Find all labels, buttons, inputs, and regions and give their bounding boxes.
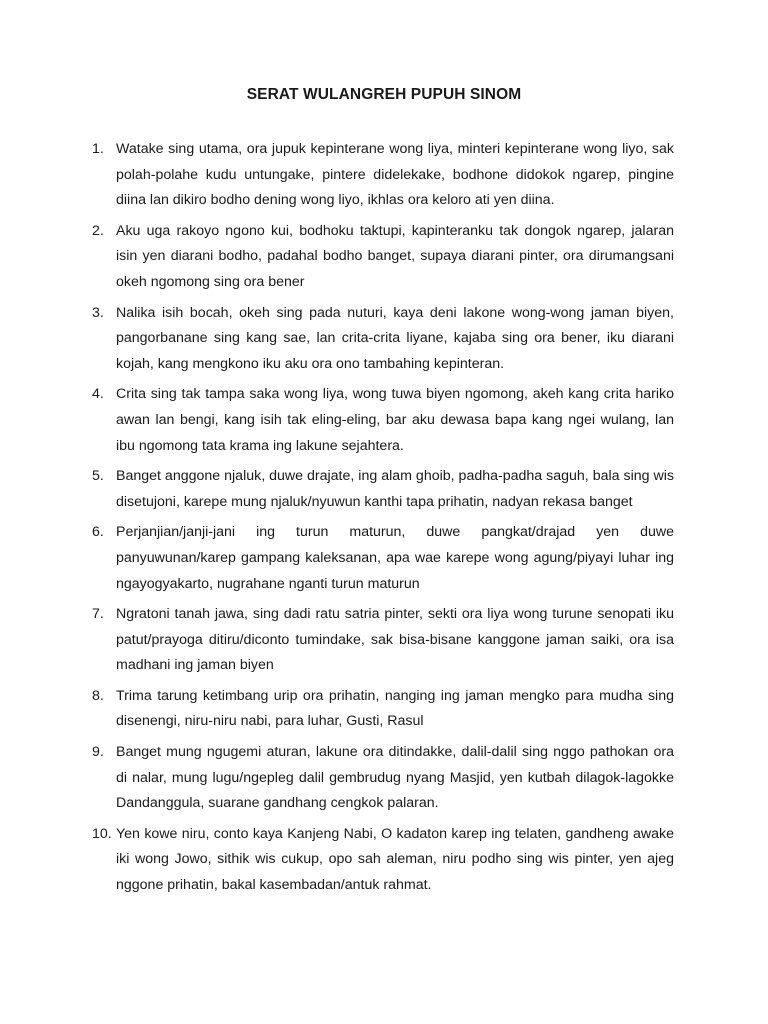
list-item: [92, 137, 674, 214]
list-item: [92, 684, 674, 735]
list-item-text: Ngratoni tanah jawa, sing dadi ratu satria pinter, sekti ora liya wong turune senopati iku patut/prayoga ditiru/diconto tumindake, sak bisa-bisane kanggone jaman saiki, ora isa madhani ing jaman biyen: [116, 606, 674, 674]
list-item: [92, 301, 674, 378]
list-item-number: 7.: [92, 606, 104, 623]
list-item-number: 10.: [92, 825, 112, 842]
numbered-list: [92, 137, 674, 904]
list-item-text: Banget anggone njaluk, duwe drajate, ing alam ghoib, padha-padha saguh, bala sing wis disetujoni, karepe mung njaluk/nyuwun kanthi tapa prihatin, nadyan rekasa banget: [116, 468, 674, 510]
list-item-number: 8.: [92, 687, 104, 704]
list-item-number: 3.: [92, 304, 104, 321]
list-item-text: Crita sing tak tampa saka wong liya, wong tuwa biyen ngomong, akeh kang crita hariko awan lan bengi, kang isih tak eling-eling, bar aku dewasa bapa kang ngei wulang, lan ibu ngomong tata krama ing lakune sejahtera.: [116, 386, 674, 454]
document-title: SERAT WULANGREH PUPUH SINOM: [246, 86, 522, 103]
list-item-text: Banget mung ngugemi aturan, lakune ora ditindakke, dalil-dalil sing nggo pathokan ora di nalar, mung lugu/ngepleg dalil gembrudug nyang Masjid, yen kutbah dilagok-lagokke Dandanggula, suarane gandhang cengkok palaran.: [116, 744, 674, 812]
list-item-text: Watake sing utama, ora jupuk kepinterane wong liya, minteri kepinterane wong liyo, sak polah-polahe kudu untungake, pintere didelekake, bodhone didokok ngarep, pingine diina lan dikiro bodho dening wong liyo, ikhlas ora keloro ati yen diina.: [116, 141, 674, 209]
list-item-number: 1.: [92, 141, 104, 157]
list-item-text: Trima tarung ketimbang urip ora prihatin, nanging ing jaman mengko para mudha sing disenengi, niru-niru nabi, para luhar, Gusti, Rasul: [116, 687, 674, 730]
list-item-number: 9.: [92, 744, 104, 761]
list-item: [92, 219, 674, 296]
list-item-text: Perjanjian/janji-jani ing turun maturun, duwe pangkat/drajad yen duwe panyuwunan/karep gampang kaleksanan, apa wae karepe wong agung/piyayi luhar ing ngayogyakarto, nugrahane nganti turun maturun: [116, 524, 674, 592]
list-item-number: 5.: [92, 468, 104, 485]
list-item-text: Nalika isih bocah, okeh sing pada nuturi, kaya deni lakone wong-wong jaman biyen, pangorbanane sing kang sae, lan crita-crita liyane, kajaba sing ora bener, iku diarani kojah, kang mengkono iku aku ora ono tambahing kepinteran.: [116, 304, 674, 372]
list-item: [92, 382, 674, 459]
list-item-number: 4.: [92, 386, 104, 403]
list-item-number: 2.: [92, 222, 104, 239]
list-item: [92, 464, 674, 515]
list-item: [92, 822, 674, 899]
list-item: [92, 740, 674, 817]
list-item-number: 6.: [92, 524, 104, 541]
list-item: [92, 602, 674, 679]
list-item: [92, 520, 674, 597]
list-item-text: Aku uga rakoyo ngono kui, bodhoku taktupi, kapinteranku tak dongok ngarep, jalaran isin yen diarani bodho, padahal bodho banget, supaya diarani pinter, ora dirumangsani okeh ngomong sing ora bener: [116, 222, 674, 290]
list-item-text: Yen kowe niru, conto kaya Kanjeng Nabi, O kadaton karep ing telaten, gandheng awake iki wong Jowo, sithik wis cukup, opo sah aleman, niru podho sing wis pinter, yen ajeg nggone prihatin, bakal kasembadan/antuk rahmat.: [116, 825, 674, 894]
